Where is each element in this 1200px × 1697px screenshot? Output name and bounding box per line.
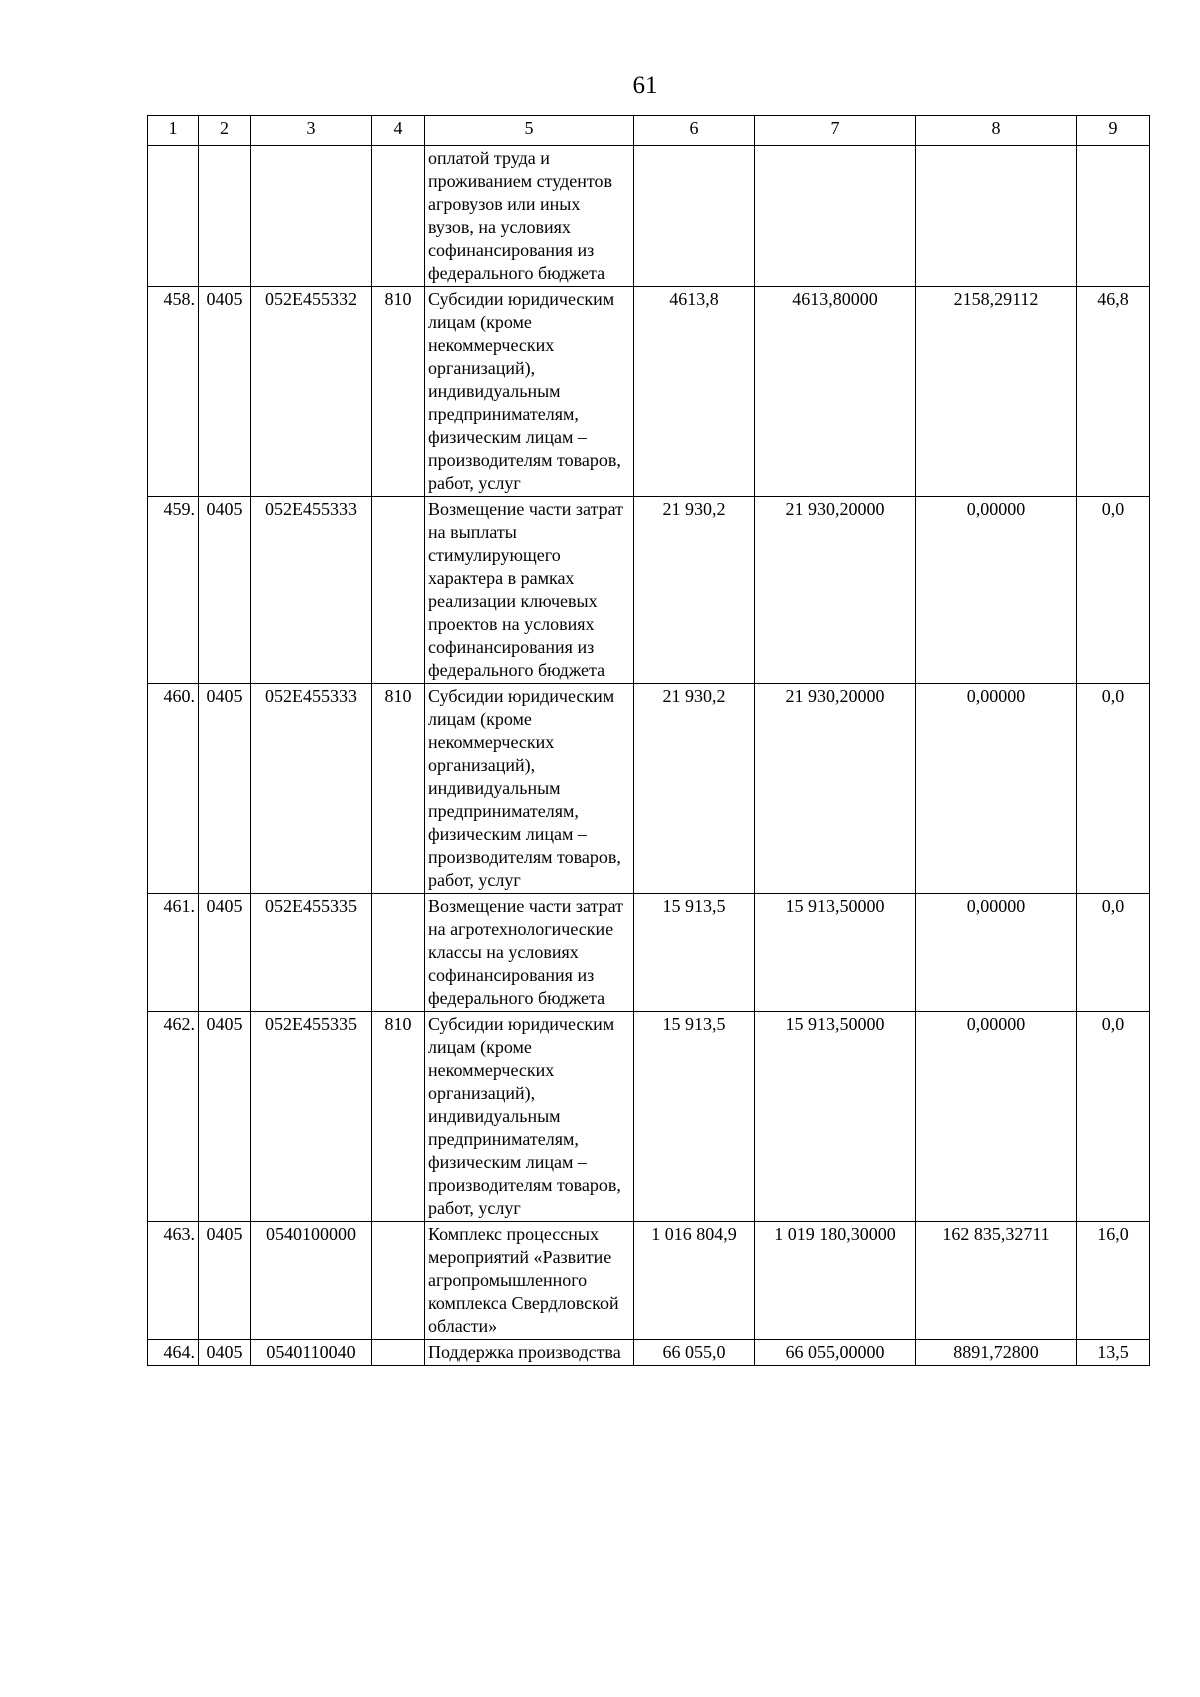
target-article-code: 0540110040	[251, 1340, 372, 1366]
column-header: 8	[916, 116, 1077, 146]
value-col6: 66 055,0	[634, 1340, 755, 1366]
section-code: 0405	[199, 497, 251, 684]
item-name: Комплекс процессных мероприятий «Развитие агропромышленного комплекса Свердловской области»	[425, 1222, 634, 1340]
column-header: 9	[1077, 116, 1150, 146]
budget-table	[147, 115, 1150, 1366]
column-header: 7	[755, 116, 916, 146]
value-col9: 0,0	[1077, 894, 1150, 1012]
expense-type-code	[372, 1222, 425, 1340]
value-col6: 15 913,5	[634, 1012, 755, 1222]
table-row	[148, 146, 1150, 287]
column-header: 6	[634, 116, 755, 146]
expense-type-code	[372, 497, 425, 684]
value-col7: 1 019 180,30000	[755, 1222, 916, 1340]
item-name: Субсидии юридическим лицам (кроме некоммерческих организаций), индивидуальным предпринимателям, физическим лицам – производителям товаров, работ, услуг	[425, 287, 634, 497]
row-number: 459.	[148, 497, 199, 684]
value-col9	[1077, 146, 1150, 287]
section-code: 0405	[199, 684, 251, 894]
column-header: 4	[372, 116, 425, 146]
column-header: 3	[251, 116, 372, 146]
value-col9: 46,8	[1077, 287, 1150, 497]
value-col6: 21 930,2	[634, 497, 755, 684]
column-header: 2	[199, 116, 251, 146]
value-col6: 15 913,5	[634, 894, 755, 1012]
section-code	[199, 146, 251, 287]
column-header: 5	[425, 116, 634, 146]
item-name: оплатой труда и проживанием студентов агровузов или иных вузов, на условиях софинансирования из федерального бюджета	[425, 146, 634, 287]
expense-type-code: 810	[372, 287, 425, 497]
row-number: 458.	[148, 287, 199, 497]
table-row	[148, 894, 1150, 1012]
value-col8: 0,00000	[916, 894, 1077, 1012]
page-number: 61	[632, 72, 658, 99]
section-code: 0405	[199, 1340, 251, 1366]
item-name: Субсидии юридическим лицам (кроме некоммерческих организаций), индивидуальным предпринимателям, физическим лицам – производителям товаров, работ, услуг	[425, 684, 634, 894]
table-header-row	[148, 116, 1150, 146]
value-col9: 0,0	[1077, 497, 1150, 684]
value-col7: 15 913,50000	[755, 1012, 916, 1222]
expense-type-code	[372, 146, 425, 287]
item-name: Возмещение части затрат на агротехнологические классы на условиях софинансирования из федерального бюджета	[425, 894, 634, 1012]
row-number: 460.	[148, 684, 199, 894]
section-code: 0405	[199, 1222, 251, 1340]
value-col8: 0,00000	[916, 1012, 1077, 1222]
value-col8: 0,00000	[916, 684, 1077, 894]
expense-type-code	[372, 894, 425, 1012]
target-article-code: 052E455335	[251, 1012, 372, 1222]
section-code: 0405	[199, 894, 251, 1012]
target-article-code: 052E455332	[251, 287, 372, 497]
value-col9: 0,0	[1077, 684, 1150, 894]
item-name: Поддержка производства	[425, 1340, 634, 1366]
target-article-code: 0540100000	[251, 1222, 372, 1340]
row-number: 462.	[148, 1012, 199, 1222]
value-col7: 21 930,20000	[755, 497, 916, 684]
value-col6: 21 930,2	[634, 684, 755, 894]
table-row	[148, 1222, 1150, 1340]
table-row	[148, 1012, 1150, 1222]
value-col8: 8891,72800	[916, 1340, 1077, 1366]
expense-type-code: 810	[372, 684, 425, 894]
target-article-code	[251, 146, 372, 287]
row-number: 461.	[148, 894, 199, 1012]
value-col7: 66 055,00000	[755, 1340, 916, 1366]
value-col9: 13,5	[1077, 1340, 1150, 1366]
table-row	[148, 684, 1150, 894]
section-code: 0405	[199, 287, 251, 497]
item-name: Субсидии юридическим лицам (кроме некоммерческих организаций), индивидуальным предпринимателям, физическим лицам – производителям товаров, работ, услуг	[425, 1012, 634, 1222]
target-article-code: 052E455333	[251, 497, 372, 684]
table-row	[148, 1340, 1150, 1366]
row-number	[148, 146, 199, 287]
target-article-code: 052E455333	[251, 684, 372, 894]
target-article-code: 052E455335	[251, 894, 372, 1012]
section-code: 0405	[199, 1012, 251, 1222]
table-row	[148, 287, 1150, 497]
row-number: 464.	[148, 1340, 199, 1366]
value-col8	[916, 146, 1077, 287]
value-col9: 16,0	[1077, 1222, 1150, 1340]
expense-type-code	[372, 1340, 425, 1366]
item-name: Возмещение части затрат на выплаты стимулирующего характера в рамках реализации ключевых проектов на условиях софинансирования из федерального бюджета	[425, 497, 634, 684]
value-col8: 2158,29112	[916, 287, 1077, 497]
column-header: 1	[148, 116, 199, 146]
value-col8: 0,00000	[916, 497, 1077, 684]
table-row	[148, 497, 1150, 684]
value-col9: 0,0	[1077, 1012, 1150, 1222]
value-col7	[755, 146, 916, 287]
value-col6: 4613,8	[634, 287, 755, 497]
value-col6: 1 016 804,9	[634, 1222, 755, 1340]
expense-type-code: 810	[372, 1012, 425, 1222]
value-col6	[634, 146, 755, 287]
value-col8: 162 835,32711	[916, 1222, 1077, 1340]
value-col7: 21 930,20000	[755, 684, 916, 894]
value-col7: 4613,80000	[755, 287, 916, 497]
row-number: 463.	[148, 1222, 199, 1340]
value-col7: 15 913,50000	[755, 894, 916, 1012]
